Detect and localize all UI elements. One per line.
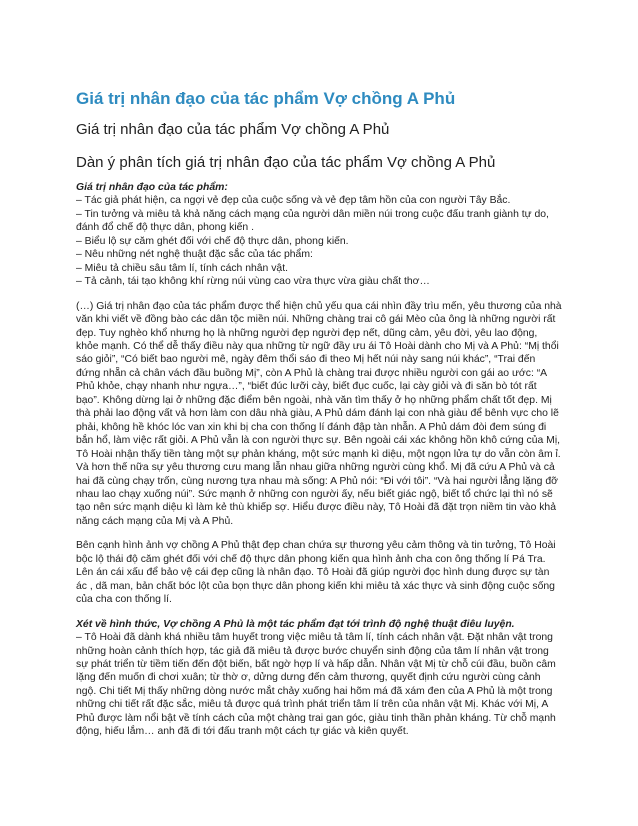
outline-label: Giá trị nhân đạo của tác phẩm:	[76, 182, 228, 193]
outline-item: – Tả cảnh, tái tạo không khí rừng núi vùng cao vừa thực vừa giàu chất thơ…	[76, 276, 430, 288]
article-body	[76, 181, 562, 739]
outline-item: – Miêu tả chiều sâu tâm lí, tính cách nhân vật.	[76, 262, 288, 274]
document-title: Giá trị nhân đạo của tác phẩm Vợ chồng A Phủ	[76, 89, 456, 108]
outline-heading: Dàn ý phân tích giá trị nhân đạo của tác phẩm Vợ chồng A Phủ	[76, 154, 496, 171]
outline-item: – Biểu lộ sự căm ghét đối với chế độ thực dân, phong kiến.	[76, 235, 349, 247]
section-lead: Xét về hình thức, Vợ chồng A Phủ là một tác phẩm đạt tới trình độ nghệ thuật điêu luyện.	[76, 618, 515, 630]
outline-item: – Tác giả phát hiện, ca ngợi vẻ đẹp của cuộc sống và vẻ đẹp tâm hồn của con người Tây Bắc.	[76, 195, 511, 207]
outline-item: – Tin tưởng và miêu tả khả năng cách mạng của người dân miền núi trong cuộc đấu tranh giành tự do, đánh đổ chế độ thực dân, phong kiến .	[76, 208, 549, 234]
body-paragraph: Bên cạnh hình ảnh vợ chồng A Phủ thật đẹp chan chứa sự thương yêu cảm thông và tin tưởng, Tô Hoài bộc lộ thái độ căm ghét đối với chế độ thực dân phong kiến qua hình ảnh cha con ông thống lí Pá Tra. Lên án cái xấu để bảo vệ cái đẹp cũng là nhân đạo. Tô Hoài đã giúp người đọc hình dung được sự tàn ác , dã man, bản chất bóc lột của bọn thực dân phong kiến khi miêu tả xác thực và sinh động cuộc sống của cha con thống lí.	[76, 540, 556, 606]
outline-item: – Nêu những nét nghệ thuật đặc sắc của tác phẩm:	[76, 249, 313, 261]
body-paragraph: (…) Giá trị nhân đạo của tác phẩm được thể hiện chủ yếu qua cái nhìn đầy trìu mến, yêu thương của nhà văn khi viết về đồng bào các dân tộc miền núi. Những chàng trai cô gái Mèo của ông là những người rất đẹp. Tuy nghèo khổ nhưng họ là những người đẹp người đẹp nết, dũng cảm, yêu đời, yêu lao động, khỏe mạnh. Có thể dễ thấy điều này qua những từ ngữ đầy ưu ái Tô Hoài dành cho Mị và A Phủ: “Mị thổi sáo giỏi”, “Có biết bao người mê, ngày đêm thổi sáo đi theo Mị hết núi này sang núi khác”, “Trai đến đứng nhẵn cả chân vách đầu buồng Mị”, còn A Phủ là chàng trai được nhiều người con gái ao ước: “A Phủ khỏe, chạy nhanh như ngựa…”, “biết đúc lưỡi cày, biết đục cuốc, lại cày giỏi và đi săn bò tót rất bạo”. Không dừng lại ở những đặc điểm bên ngoài, nhà văn tìm thấy ở họ những phẩm chất tốt đẹp. Mị thà phải lao động vất vả hơn làm con dâu nhà giàu, A Phủ dám đánh lại con nhà giàu để bênh vực cho lẽ phải, không hề khóc lóc van xin khi bị cha con thống lí đánh đập tàn nhẫn. A Phủ dám đòi đem súng đi bắn hổ, làm việc rất giỏi. A Phủ vẫn là con người thực sự. Bên ngoài cái xác không hồn khô cứng của Mị, Tô Hoài nhận thấy tiền tàng một sự phản kháng, một sức mạnh kì diệu, một ngọn lửa tự do vẫn còn âm ỉ. Và hơn thế nữa sự yêu thương cưu mang lẫn nhau giữa những người cùng khổ. Mị đã cứu A Phủ và cả hai đã cùng chạy trốn, cùng nương tựa nhau mà sống: A Phủ nói: “Đi với tôi”. “Và hai người lẳng lặng đỡ nhau lao chạy xuống núi”. Sức mạnh ở những con người ấy, nếu biết giác ngộ, biết tổ chức lại thì nó sẽ tạo nên sức mạnh diệu kì làm kẻ thù khiếp sợ. Hiểu được điều này, Tô Hoài đã đặt trọn niềm tin vào khả năng cách mạng của Mị và A Phủ.	[76, 300, 562, 527]
body-paragraph: – Tô Hoài đã dành khá nhiều tâm huyết trong việc miêu tả tâm lí, tính cách nhân vật. Đặt nhân vật trong những hoàn cảnh thích hợp, tác giả đã miêu tả được bước chuyển sinh động của tâm lí nhân vật trong sự phát triển từ tiềm tiến đến đột biến, bất ngờ hợp lí và hấp dẫn. Nhân vật Mị từ chỗ cúi đầu, buồn câm lặng đến muốn đi chơi xuân; từ thờ ơ, dửng dưng đến cảm thương, quyết định cứu người cùng cảnh ngộ. Chi tiết Mị thấy những dòng nước mắt chảy xuống hai hõm má đã xám đen của A Phủ là một trong những chi tiết rất đặc sắc, miêu tả được quá trình phát triển tâm lí trên của nhân vật Mị. Khác với Mị, A Phủ được làm nổi bật về tính cách của một chàng trai gan góc, giàu tinh thần phản kháng. Từ chỗ mạnh động, hiếu lắm… anh đã đi tới đấu tranh một cách tự giác và kiên quyết.	[76, 632, 556, 738]
document-subtitle: Giá trị nhân đạo của tác phẩm Vợ chồng A Phủ	[76, 121, 390, 138]
